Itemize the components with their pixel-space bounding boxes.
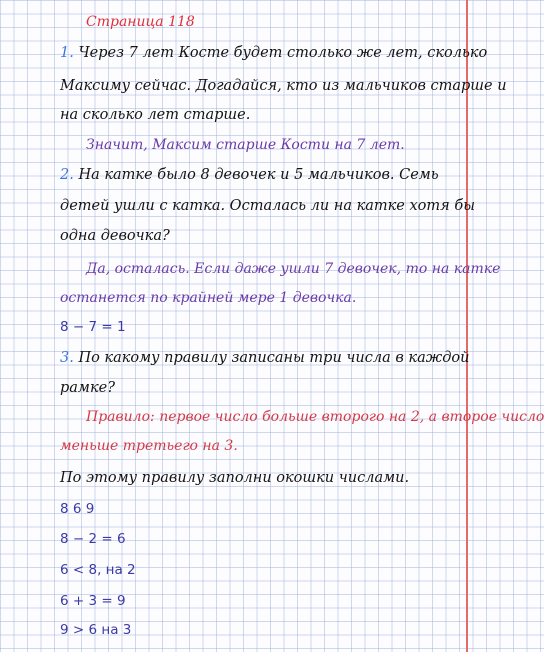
task3-row1: 8 6 9	[60, 501, 95, 517]
task2-number: 2.	[60, 167, 74, 183]
task1-text-line3: на сколько лет старше.	[60, 107, 251, 123]
task1-answer: Значит, Максим старше Кости на 7 лет.	[86, 137, 405, 153]
task2-line1	[60, 167, 439, 183]
task3-text-line2: рамке?	[60, 380, 115, 396]
task2-expression: 8 − 7 = 1	[60, 319, 126, 335]
task2-text-line1: На катке было 8 девочек и 5 мальчиков. Семь	[78, 167, 439, 183]
task2-answer-line2: останется по крайней мере 1 девочка.	[60, 290, 357, 306]
task3-row5: 9 > 6 на 3	[60, 622, 132, 638]
task2-text-line3: одна девочка?	[60, 228, 170, 244]
task3-row4: 6 + 3 = 9	[60, 593, 126, 609]
task1-line1	[60, 45, 487, 61]
task3-number: 3.	[60, 350, 74, 366]
task3-text-line3: По этому правилу заполни окошки числами.	[60, 470, 410, 486]
task1-number: 1.	[60, 45, 74, 61]
page-title: Страница 118	[86, 14, 195, 30]
margin-line	[466, 0, 468, 652]
task3-row2: 8 − 2 = 6	[60, 531, 126, 547]
task3-rule-line2: меньше третьего на 3.	[60, 438, 238, 454]
task3-rule-line1: Правило: первое число больше второго на 2, а второе число	[86, 409, 544, 425]
task2-answer-line1: Да, осталась. Если даже ушли 7 девочек, то на катке	[86, 261, 501, 277]
task3-row3: 6 < 8, на 2	[60, 562, 136, 578]
task1-text-line1: Через 7 лет Косте будет столько же лет, сколько	[78, 45, 488, 61]
task3-text-line1: По какому правилу записаны три числа в каждой	[78, 350, 470, 366]
task1-text-line2: Максиму сейчас. Догадайся, кто из мальчиков старше и	[60, 78, 507, 94]
task3-line1	[60, 350, 469, 366]
task2-text-line2: детей ушли с катка. Осталась ли на катке хотя бы	[60, 198, 475, 214]
